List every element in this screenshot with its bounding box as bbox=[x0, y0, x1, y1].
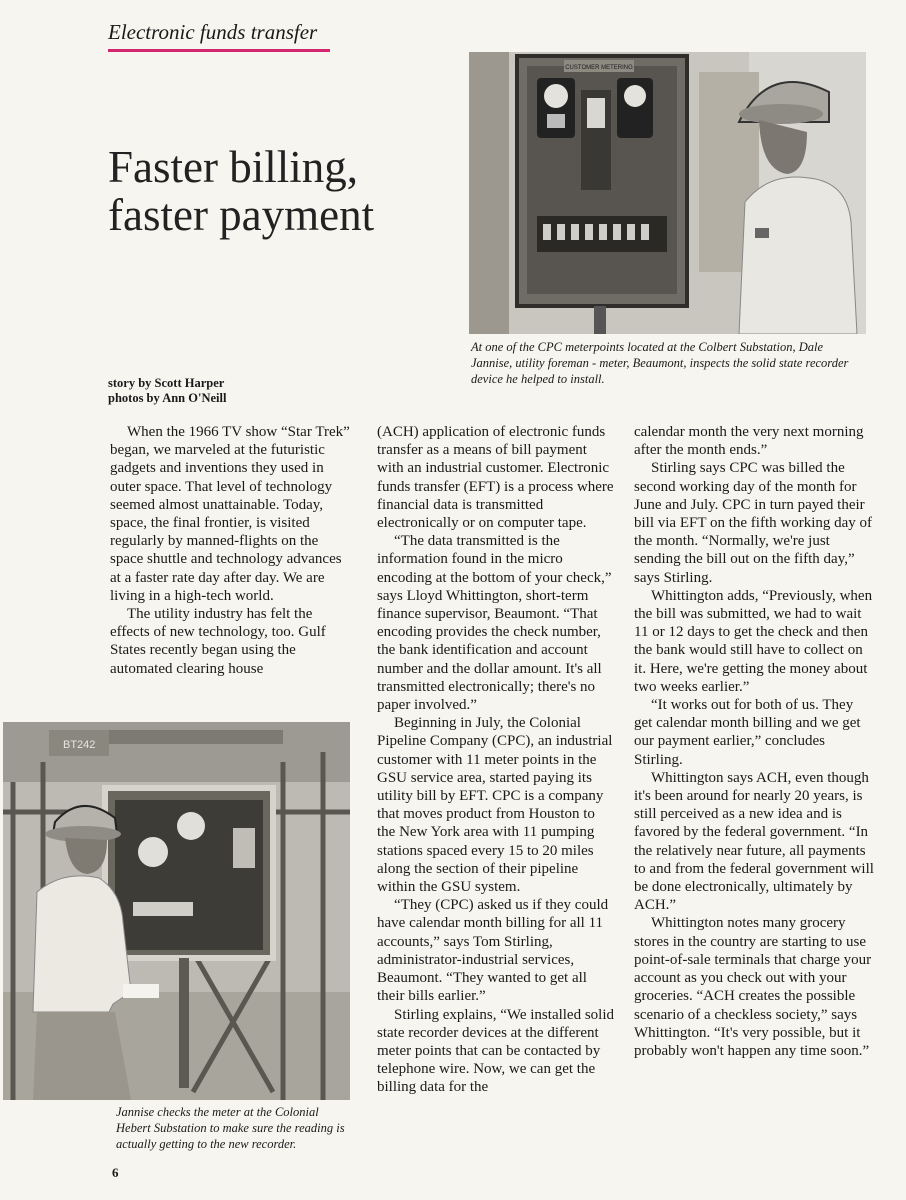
col2-paragraph-2: “The data transmitted is the information found in the micro encoding at the bottom of your check,” says Lloyd Whittington, short-term finance supervisor, Beaumont. “That encoding provides the check number, the bank identification and account number and the dollar amount. It's all transmitted electronically; there's no paper involved.” bbox=[377, 533, 612, 714]
column-2 bbox=[377, 423, 614, 1097]
col2-paragraph-4: “They (CPC) asked us if they could have calendar month billing for all 11 accounts,” says Tom Stirling, administrator-industrial services, Beaumont. “They wanted to get all their bills earlier.” bbox=[377, 897, 609, 1005]
col3-paragraph-2: Stirling says CPC was billed the second working day of the month for June and July. CPC in turn payed their bill via EFT on the fifth working day of the month. “Normally, we're just sending the bill out on the fifth day,” says Stirling. bbox=[634, 460, 873, 586]
caption-photo-left: Jannise checks the meter at the Colonial Hebert Substation to make sure the reading is actually getting to the new recorder. bbox=[116, 1105, 345, 1151]
page-number: 6 bbox=[112, 1165, 119, 1180]
photo-credit: photos by Ann O'Neill bbox=[108, 391, 227, 405]
headline-line-2: faster payment bbox=[108, 190, 375, 240]
byline bbox=[108, 376, 226, 406]
photo-left-sign-text: BT242 bbox=[63, 739, 96, 751]
headline-line-1: Faster billing, bbox=[108, 142, 358, 192]
photo-meterpoint-image bbox=[469, 52, 866, 334]
column-3 bbox=[634, 423, 874, 1060]
col3-paragraph-1: calendar month the very next morning after the month ends.” bbox=[634, 424, 864, 459]
headline bbox=[108, 143, 448, 239]
photo-top-panel-label: CUSTOMER METERING bbox=[565, 65, 633, 71]
col3-paragraph-3: Whittington adds, “Previously, when the bill was submitted, we had to wait 11 or 12 days to get the check and then the bank would still have to collect on it. Here, we're getting the money about two weeks earlier.” bbox=[634, 587, 873, 695]
column-1 bbox=[110, 423, 352, 678]
section-tag: Electronic funds transfer bbox=[108, 20, 318, 44]
photo-hebert-substation bbox=[3, 722, 350, 1100]
col3-paragraph-4: “It works out for both of us. They get calendar month billing and we get our payment earlier,” concludes Stirling. bbox=[634, 697, 861, 768]
col2-paragraph-5: Stirling explains, “We installed solid state recorder devices at the different meter points that can be contacted by telephone wire. Now, we can get the billing data for the bbox=[377, 1006, 615, 1096]
caption-photo-top: At one of the CPC meterpoints located at the Colbert Substation, Dale Jannise, utility foreman - meter, Beaumont, inspects the solid state recorder device he helped to install. bbox=[471, 340, 849, 386]
col2-paragraph-3: Beginning in July, the Colonial Pipeline Company (CPC), an industrial customer with 11 meter points in the GSU service area, started paying its utility bill by EFT. CPC is a company that moves product from Houston to the New York area with 11 pumping stations spaced every 15 to 20 miles along the section of their pipeline within the GSU system. bbox=[377, 715, 613, 896]
story-credit: story by Scott Harper bbox=[108, 376, 225, 390]
photo-hebert-substation-image bbox=[3, 722, 350, 1100]
col3-paragraph-5: Whittington says ACH, even though it's been around for nearly 20 years, is still perceived as a new idea and is favored by the federal government. “In the relatively near future, all payments to and from the federal government will be done electronically, ultimately by ACH.” bbox=[634, 769, 874, 914]
col1-paragraph-2: The utility industry has felt the effects of new technology, too. Gulf States recently began using the automated clearing house bbox=[110, 606, 326, 677]
col1-paragraph-1: When the 1966 TV show “Star Trek” began, we marveled at the futuristic gadgets and inventions they used in outer space. That level of technology seemed almost unattainable. Today, space, the final frontier, is visited regularly by manned-flights on the space shuttle and technology advances at a faster rate day after day. We are living in a high-tech world. bbox=[110, 424, 350, 604]
section-underline bbox=[108, 49, 330, 52]
col2-paragraph-1: (ACH) application of electronic funds transfer as a means of bill payment with an industrial customer. Electronic funds transfer (EFT) is a process where financial data is transmitted electronically or on computer tape. bbox=[377, 424, 614, 532]
col3-paragraph-6: Whittington notes many grocery stores in the country are starting to use point-of-sale terminals that charge your account as you check out with your groceries. “ACH creates the possible scenario of a checkless society,” says Whittington. “It's very possible, but it probably won't happen any time soon.” bbox=[634, 915, 872, 1059]
photo-meterpoint bbox=[469, 52, 866, 334]
